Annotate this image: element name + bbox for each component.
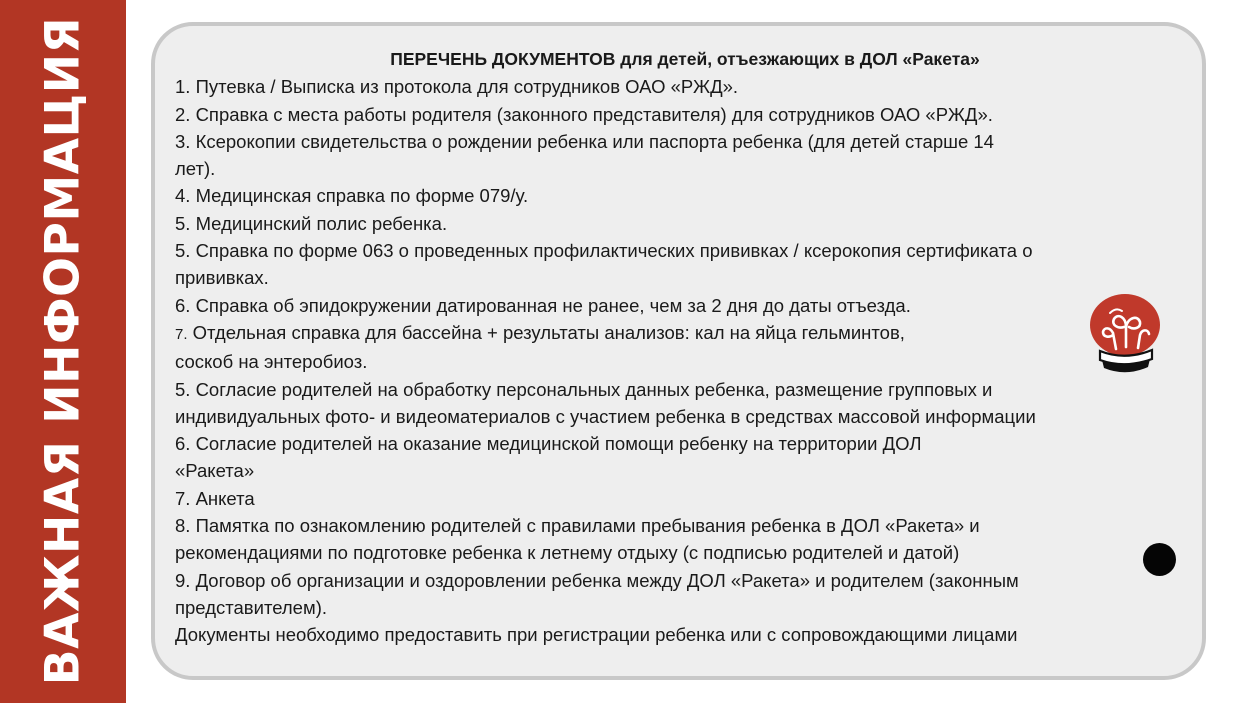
list-item: 2. Справка с места работы родителя (законного представителя) для сотрудников ОАО «РЖД». (175, 103, 993, 125)
list-item: 9. Договор об организации и оздоровлении ребенка между ДОЛ «Ракета» и родителем (законным (175, 569, 1019, 591)
card-title: ПЕРЕЧЕНЬ ДОКУМЕНТОВ для детей, отъезжающих в ДОЛ «Ракета» (390, 49, 980, 69)
black-dot-icon (1143, 543, 1176, 576)
list-item: представителем). (175, 596, 327, 618)
list-item: 1. Путевка / Выписка из протокола для сотрудников ОАО «РЖД». (175, 76, 739, 98)
side-title: ВАЖНАЯ ИНФОРМАЦИЯ (35, 16, 91, 686)
list-item: прививках. (175, 267, 269, 289)
list-item-text: Отдельная справка для бассейна + результаты анализов: кал на яйца гельминтов, (187, 321, 905, 343)
documents-list (175, 46, 1175, 649)
side-banner (0, 0, 126, 703)
list-item: лет). (175, 158, 216, 180)
list-item: 4. Медицинская справка по форме 079/у. (175, 185, 529, 207)
list-item (175, 319, 1175, 348)
list-item: 6. Согласие родителей на оказание медицинской помощи ребенку на территории ДОЛ (175, 433, 922, 455)
list-item-number: 7. (175, 325, 188, 343)
list-item: рекомендациями по подготовке ребенка к летнему отдыху (с подписью родителей и датой) (175, 542, 960, 564)
list-item: 5. Медицинский полис ребенка. (175, 212, 448, 234)
list-item: 7. Анкета (175, 487, 255, 509)
list-item: 6. Справка об эпидокружении датированная не ранее, чем за 2 дня до даты отъезда. (175, 294, 911, 316)
list-item: 8. Памятка по ознакомлению родителей с правилами пребывания ребенка в ДОЛ «Ракета» и (175, 515, 980, 537)
list-item: 3. Ксерокопии свидетельства о рождении ребенка или паспорта ребенка (для детей старше 14 (175, 130, 994, 152)
list-item: 5. Справка по форме 063 о проведенных профилактических прививках / ксерокопия сертификата о (175, 240, 1033, 262)
footer-note: Документы необходимо предоставить при регистрации ребенка или с сопровождающими лицами (175, 624, 1018, 646)
chef-hat-icon (1086, 291, 1164, 381)
list-item: индивидуальных фото- и видеоматериалов с участием ребенка в средствах массовой информации (175, 405, 1036, 427)
list-item: 5. Согласие родителей на обработку персональных данных ребенка, размещение групповых и (175, 378, 993, 400)
list-item: соскоб на энтеробиоз. (175, 351, 368, 373)
list-item: «Ракета» (175, 460, 255, 482)
